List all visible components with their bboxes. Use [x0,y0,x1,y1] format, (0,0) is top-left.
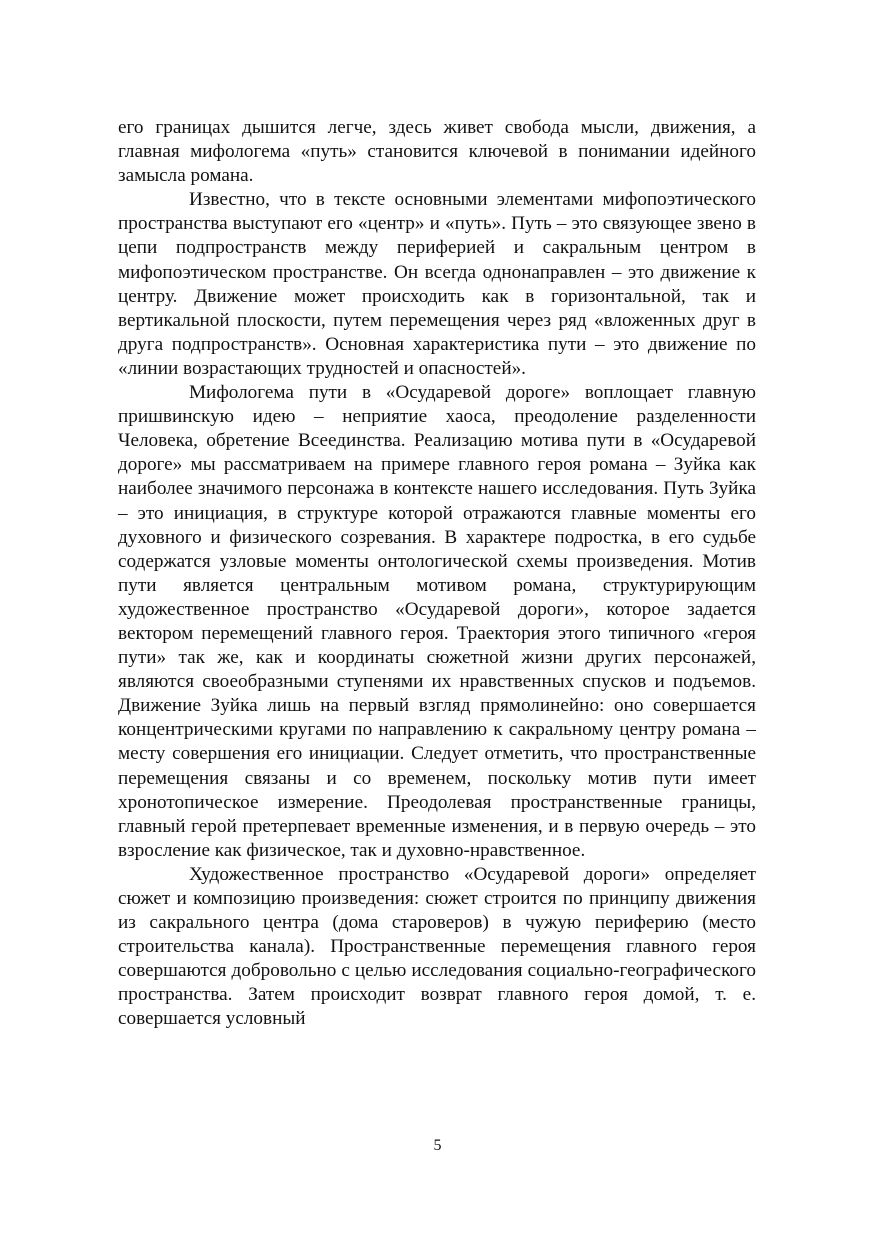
body-text [118,116,756,1032]
paragraph-3: Мифологема пути в «Осударевой дороге» воплощает главную пришвинскую идею – неприятие хаоса, преодоление разделенности Человека, обретение Всеединства. Реализацию мотива пути в «Осударевой дороге» мы рассматриваем на примере главного героя романа – Зуйка как наиболее значимого персонажа в контексте нашего исследования. Путь Зуйка – это инициация, в структуре которой отражаются главные моменты его духовного и физического созревания. В характере подростка, в его судьбе содержатся узловые моменты онтологической схемы произведения. Мотив пути является центральным мотивом романа, структурирующим художественное пространство «Осударевой дороги», которое задается вектором перемещений главного героя. Траектория этого типичного «героя пути» так же, как и координаты сюжетной жизни других персонажей, являются своеобразными ступенями их нравственных спусков и подъемов. Движение Зуйка лишь на первый взгляд прямолинейно: оно совершается концентрическими кругами по направлению к сакральному центру романа – месту совершения его инициации. Следует отметить, что пространственные перемещения связаны и со временем, поскольку мотив пути имеет хронотопическое измерение. Преодолевая пространственные границы, главный герой претерпевает временные изменения, и в первую очередь – это взросление как физическое, так и духовно-нравственное. [118,382,756,861]
page-number: 5 [433,1137,442,1154]
paragraph-1: его границах дышится легче, здесь живет свобода мысли, движения, а главная мифологема «путь» становится ключевой в понимании идейного замысла романа. [118,117,756,187]
paragraph-4: Художественное пространство «Осударевой дороги» определяет сюжет и композицию произведения: сюжет строится по принципу движения из сакрального центра (дома староверов) в чужую периферию (место строительства канала). Пространственные перемещения главного героя совершаются добровольно с целью исследования социально-географического пространства. Затем происходит возврат главного героя домой, т. е. совершается условный [118,863,756,1030]
paragraph-2: Известно, что в тексте основными элементами мифопоэтического пространства выступают его «центр» и «путь». Путь – это связующее звено в цепи подпространств между периферией и сакральным центром в мифопоэтическом пространстве. Он всегда однонаправлен – это движение к центру. Движение может происходить как в горизонтальной, так и вертикальной плоскости, путем перемещения через ряд «вложенных друг в друга подпространств». Основная характеристика пути – это движение по «линии возрастающих трудностей и опасностей». [118,189,756,379]
